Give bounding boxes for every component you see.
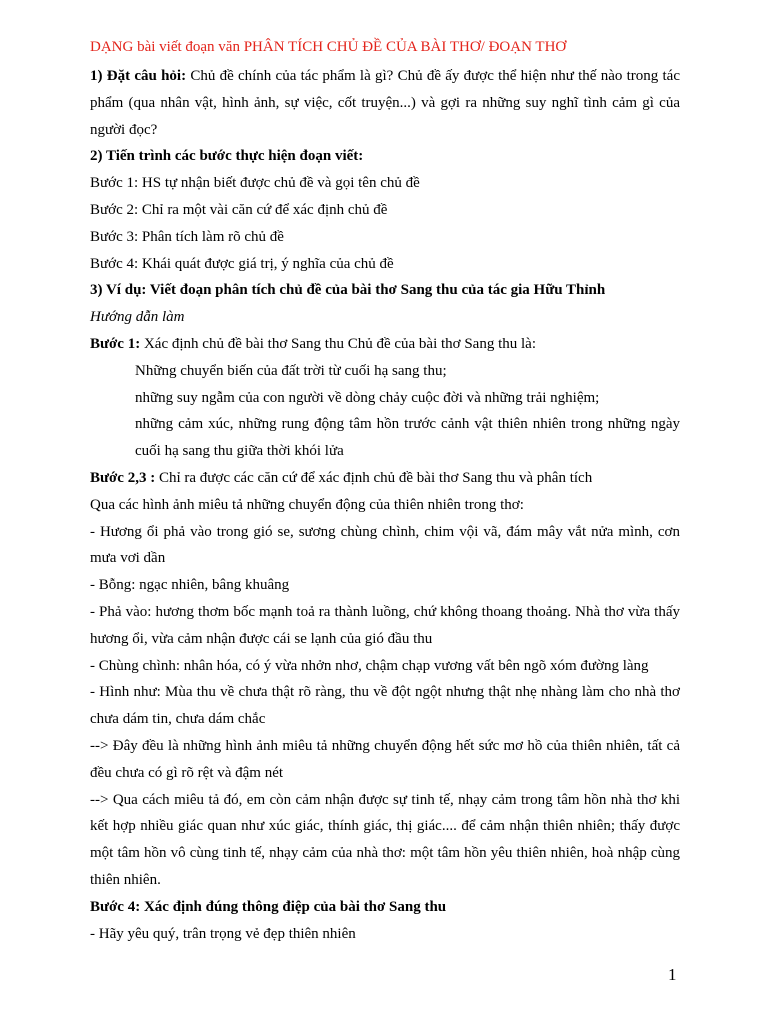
step-3-line: Bước 3: Phân tích làm rõ chủ đề [90, 228, 284, 245]
buoc-1-paragraph [90, 331, 680, 358]
guide-label: Hướng dẫn làm [90, 309, 185, 326]
buoc-1-text: Xác định chủ đề bài thơ Sang thu Chủ đề của bài thơ Sang thu là: [140, 335, 537, 352]
buoc-4-text: - Hãy yêu quý, trân trọng vẻ đẹp thiên nhiên [90, 925, 356, 942]
analysis-point-7: --> Qua cách miêu tả đó, em còn cảm nhận được sự tinh tế, nhạy cảm trong tâm hồn nhà thơ khi kết hợp nhiều giác quan như xúc giác, thính giác, thị giác.... để cảm nhận thiên nhiên; thấy được một tâm hồn vô cùng tinh tế, nhạy cảm của nhà thơ: một tâm hồn yêu thiên nhiên, hoà nhập cùng thiên nhiên. [90, 791, 680, 888]
document-body [90, 36, 680, 947]
document-title: DẠNG bài viết đoạn văn PHÂN TÍCH CHỦ ĐỀ CỦA BÀI THƠ/ ĐOẠN THƠ [90, 39, 567, 55]
analysis-point-4: - Chùng chình: nhân hóa, có ý vừa nhởn nhơ, chậm chạp vương vất bên ngõ xóm đường làng [90, 657, 649, 674]
analysis-point-6: --> Đây đều là những hình ảnh miêu tả những chuyển động hết sức mơ hồ của thiên nhiên, tất cả đều chưa có gì rõ rệt và đậm nét [90, 737, 680, 781]
step-2-line: Bước 2: Chỉ ra một vài căn cứ để xác định chủ đề [90, 201, 388, 218]
buoc-23-paragraph [90, 465, 680, 492]
theme-item-2: những suy ngẫm của con người về dòng chảy cuộc đời và những trải nghiệm; [135, 389, 600, 406]
page-number: 1 [668, 965, 677, 984]
buoc-23-text: Chỉ ra được các căn cứ để xác định chủ đề bài thơ Sang thu và phân tích [155, 469, 593, 486]
analysis-point-3: - Phả vào: hương thơm bốc mạnh toả ra thành luồng, chứ không thoang thoảng. Nhà thơ vừa thấy hương ổi, vừa cảm nhận được cái se lạnh của gió đầu thu [90, 603, 680, 647]
buoc-23-label: Bước 2,3 : [90, 469, 156, 486]
section-1-text: Chủ đề chính của tác phẩm là gì? Chủ đề ấy được thể hiện như thế nào trong tác phẩm (qua nhân vật, hình ảnh, sự việc, cốt truyện...) và gợi ra những suy nghĩ tình cảm gì của người đọc? [90, 68, 680, 138]
analysis-point-1: - Hương ổi phả vào trong gió se, sương chùng chình, chim vội vã, đám mây vắt nửa mình, cơn mưa vơi dần [90, 523, 680, 567]
section-3-heading: 3) Ví dụ: Viết đoạn phân tích chủ đề của bài thơ Sang thu của tác gia Hữu Thỉnh [90, 282, 606, 299]
buoc-4-heading: Bước 4: Xác định đúng thông điệp của bài thơ Sang thu [90, 898, 447, 915]
analysis-point-2: - Bỗng: ngạc nhiên, bâng khuâng [90, 577, 290, 594]
step-1-line: Bước 1: HS tự nhận biết được chủ đề và gọi tên chủ đề [90, 175, 420, 192]
section-1-paragraph [90, 63, 680, 143]
analysis-point-5: - Hình như: Mùa thu về chưa thật rõ ràng, thu về đột ngột nhưng thật nhẹ nhàng làm cho nhà thơ chưa dám tin, chưa dám chắc [90, 684, 680, 728]
theme-item-3: những cảm xúc, những rung động tâm hồn trước cảnh vật thiên nhiên trong những ngày cuối hạ sang thu giữa thời khói lửa [135, 416, 680, 460]
theme-item-1: Những chuyển biến của đất trời từ cuối hạ sang thu; [135, 362, 447, 379]
section-2-heading: 2) Tiến trình các bước thực hiện đoạn viết: [90, 148, 364, 165]
buoc-1-label: Bước 1: [90, 335, 141, 352]
section-1-heading: 1) Đặt câu hỏi: [90, 68, 187, 84]
analysis-intro: Qua các hình ảnh miêu tả những chuyển động của thiên nhiên trong thơ: [90, 496, 524, 513]
step-4-line: Bước 4: Khái quát được giá trị, ý nghĩa của chủ đề [90, 255, 394, 272]
